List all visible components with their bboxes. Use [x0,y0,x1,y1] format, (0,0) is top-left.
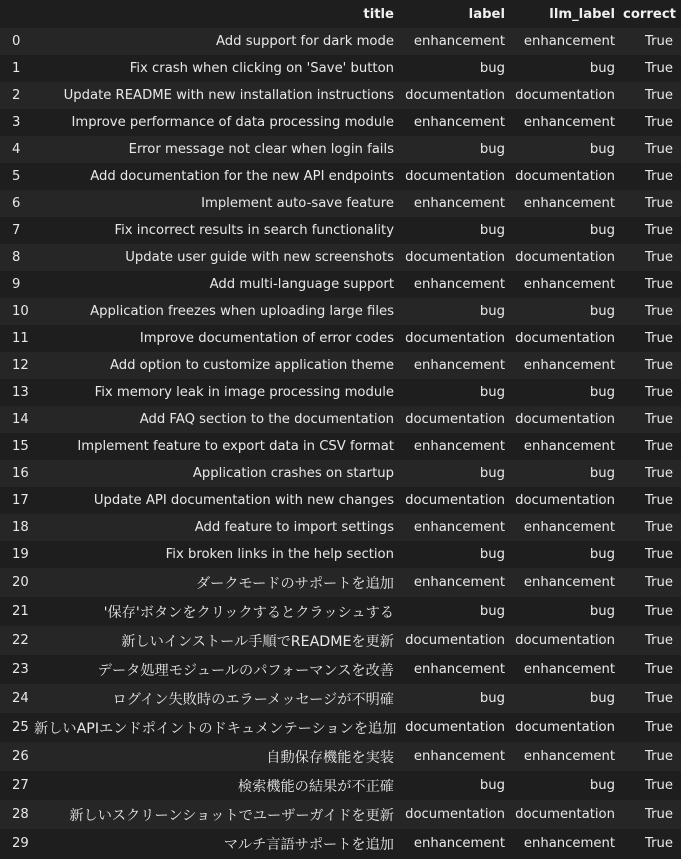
table-row [0,433,681,460]
correct-cell: True [644,358,673,373]
correct-cell: True [644,61,673,76]
llm-label-cell: enhancement [523,358,615,373]
label-cell: enhancement [413,439,505,454]
row-index: 4 [12,142,21,157]
row-index: 10 [12,304,29,319]
correct-cell: True [644,836,673,851]
title-cell: 検索機能の結果が不正確 [237,778,394,795]
row-index: 25 [12,720,29,735]
llm-label-cell: enhancement [523,662,615,677]
row-index: 12 [12,358,29,373]
correct-cell: True [644,34,673,49]
table-row [0,109,681,136]
row-index: 9 [12,277,21,292]
llm-label-cell: bug [589,61,615,76]
llm-label-cell: documentation [515,412,615,427]
row-index: 3 [12,115,21,130]
llm-label-cell: bug [589,604,615,619]
llm-label-cell: bug [589,691,615,706]
label-cell: documentation [405,807,505,822]
title-header: title [363,6,394,22]
title-cell: Application freezes when uploading large files [90,304,394,319]
correct-cell: True [644,778,673,793]
llm-label-cell: documentation [515,331,615,346]
label-cell: documentation [405,250,505,265]
label-header: label [468,6,505,22]
llm-label-cell: bug [589,547,615,562]
row-index: 17 [12,493,29,508]
title-cell: Update user guide with new screenshots [125,250,394,265]
title-cell: Implement feature to export data in CSV format [77,439,394,454]
title-cell: Add documentation for the new API endpoints [90,169,394,184]
table-row [0,217,681,244]
label-cell: documentation [405,720,505,735]
label-cell: bug [479,385,505,400]
row-index: 15 [12,439,29,454]
label-cell: documentation [405,493,505,508]
table-row [0,163,681,190]
correct-cell: True [644,520,673,535]
correct-cell: True [644,493,673,508]
correct-cell: True [644,749,673,764]
label-cell: enhancement [413,358,505,373]
row-index: 29 [12,836,29,851]
correct-cell: True [644,88,673,103]
llm-label-cell: documentation [515,169,615,184]
table-row [0,190,681,217]
llm-label-cell: enhancement [523,749,615,764]
title-cell: '保存'ボタンをクリックするとクラッシュする [103,604,394,621]
row-index: 24 [12,691,29,706]
label-cell: bug [479,223,505,238]
llm-label-cell: bug [589,223,615,238]
correct-cell: True [644,196,673,211]
header-row [0,0,681,28]
title-cell: Add option to customize application theme [109,358,394,373]
table-row [0,55,681,82]
label-cell: documentation [405,169,505,184]
correct-cell: True [644,250,673,265]
label-cell: enhancement [413,836,505,851]
table-row [0,379,681,406]
llm-label-cell: documentation [515,633,615,648]
row-index: 5 [12,169,21,184]
label-cell: bug [479,466,505,481]
llm-label-cell: documentation [515,250,615,265]
title-cell: 新しいインストール手順でREADMEを更新 [121,633,394,650]
correct-cell: True [644,547,673,562]
correct-cell: True [644,223,673,238]
llm-label-cell: enhancement [523,836,615,851]
table-row [0,298,681,325]
title-cell: Implement auto-save feature [201,196,394,211]
llm-label-cell: bug [589,142,615,157]
row-index: 27 [12,778,29,793]
label-cell: documentation [405,633,505,648]
llm-label-cell: documentation [515,493,615,508]
llm-label-cell: enhancement [523,439,615,454]
row-index: 2 [12,88,21,103]
correct-cell: True [644,115,673,130]
title-cell: データ処理モジュールのパフォーマンスを改善 [97,662,394,679]
title-cell: マルチ言語サポートを追加 [223,836,394,853]
table-row [0,82,681,109]
table-row [0,597,681,626]
title-cell: Add multi-language support [209,277,394,292]
correct-header: correct [623,6,676,22]
label-cell: bug [479,142,505,157]
correct-cell: True [644,466,673,481]
label-cell: enhancement [413,575,505,590]
correct-cell: True [644,720,673,735]
title-cell: Fix broken links in the help section [165,547,394,562]
row-index: 23 [12,662,29,677]
label-cell: bug [479,61,505,76]
row-index: 8 [12,250,21,265]
llm-label-header: llm_label [549,6,615,22]
llm-label-cell: bug [589,304,615,319]
llm-label-cell: enhancement [523,34,615,49]
row-index: 16 [12,466,29,481]
title-cell: ログイン失敗時のエラーメッセージが不明確 [112,691,394,708]
llm-label-cell: enhancement [523,520,615,535]
table-row [0,271,681,298]
title-cell: Improve performance of data processing module [71,115,394,130]
correct-cell: True [644,691,673,706]
row-index: 13 [12,385,29,400]
row-index: 7 [12,223,21,238]
title-cell: Update README with new installation instructions [63,88,394,103]
label-cell: enhancement [413,749,505,764]
title-cell: 新しいAPIエンドポイントのドキュメンテーションを追加 [34,720,397,737]
correct-cell: True [644,662,673,677]
table-row [0,655,681,684]
index-header [0,0,34,28]
label-cell: bug [479,304,505,319]
label-cell: enhancement [413,115,505,130]
title-cell: Add FAQ section to the documentation [139,412,394,427]
row-index: 19 [12,547,29,562]
table-row [0,713,681,742]
correct-cell: True [644,304,673,319]
label-cell: enhancement [413,520,505,535]
correct-cell: True [644,331,673,346]
title-cell: Fix incorrect results in search functionality [114,223,394,238]
table-row [0,771,681,800]
title-cell: 自動保存機能を実装 [266,749,394,766]
table-row [0,244,681,271]
table-row [0,541,681,568]
label-cell: enhancement [413,277,505,292]
llm-label-cell: bug [589,466,615,481]
llm-label-cell: enhancement [523,575,615,590]
row-index: 21 [12,604,29,619]
llm-label-cell: documentation [515,88,615,103]
llm-label-cell: bug [589,778,615,793]
title-cell: Add support for dark mode [216,34,394,49]
title-cell: Update API documentation with new changes [93,493,394,508]
correct-cell: True [644,807,673,822]
llm-label-cell: enhancement [523,196,615,211]
correct-cell: True [644,169,673,184]
label-cell: documentation [405,331,505,346]
correct-cell: True [644,277,673,292]
table-row [0,568,681,597]
table-row [0,460,681,487]
row-index: 20 [12,575,29,590]
table-row [0,742,681,771]
label-cell: bug [479,778,505,793]
row-index: 0 [12,34,21,49]
table-row [0,800,681,829]
llm-label-cell: bug [589,385,615,400]
table-row [0,626,681,655]
title-cell: Improve documentation of error codes [139,331,394,346]
row-index: 6 [12,196,21,211]
correct-cell: True [644,142,673,157]
correct-cell: True [644,633,673,648]
row-index: 22 [12,633,29,648]
label-cell: documentation [405,88,505,103]
table-row [0,487,681,514]
title-cell: Error message not clear when login fails [128,142,394,157]
row-index: 14 [12,412,29,427]
row-index: 11 [12,331,29,346]
title-cell: Fix crash when clicking on 'Save' button [129,61,394,76]
title-cell: Application crashes on startup [192,466,394,481]
correct-cell: True [644,412,673,427]
table-row [0,28,681,55]
table-body [0,28,681,858]
row-index: 18 [12,520,29,535]
label-cell: enhancement [413,662,505,677]
table-row [0,684,681,713]
table-row [0,514,681,541]
title-cell: ダークモードのサポートを追加 [195,575,394,592]
correct-cell: True [644,439,673,454]
llm-label-cell: enhancement [523,115,615,130]
correct-cell: True [644,604,673,619]
correct-cell: True [644,575,673,590]
label-cell: bug [479,604,505,619]
label-cell: bug [479,547,505,562]
label-cell: documentation [405,412,505,427]
table-row [0,325,681,352]
title-cell: Add feature to import settings [194,520,394,535]
table-row [0,136,681,163]
correct-cell: True [644,385,673,400]
table-row [0,829,681,858]
label-cell: bug [479,691,505,706]
label-cell: enhancement [413,196,505,211]
label-cell: enhancement [413,34,505,49]
row-index: 28 [12,807,29,822]
row-index: 1 [12,61,21,76]
table-row [0,352,681,379]
title-cell: 新しいスクリーンショットでユーザーガイドを更新 [69,807,394,824]
llm-label-cell: documentation [515,807,615,822]
title-cell: Fix memory leak in image processing module [94,385,394,400]
row-index: 26 [12,749,29,764]
llm-label-cell: enhancement [523,277,615,292]
table-row [0,406,681,433]
llm-label-cell: documentation [515,720,615,735]
